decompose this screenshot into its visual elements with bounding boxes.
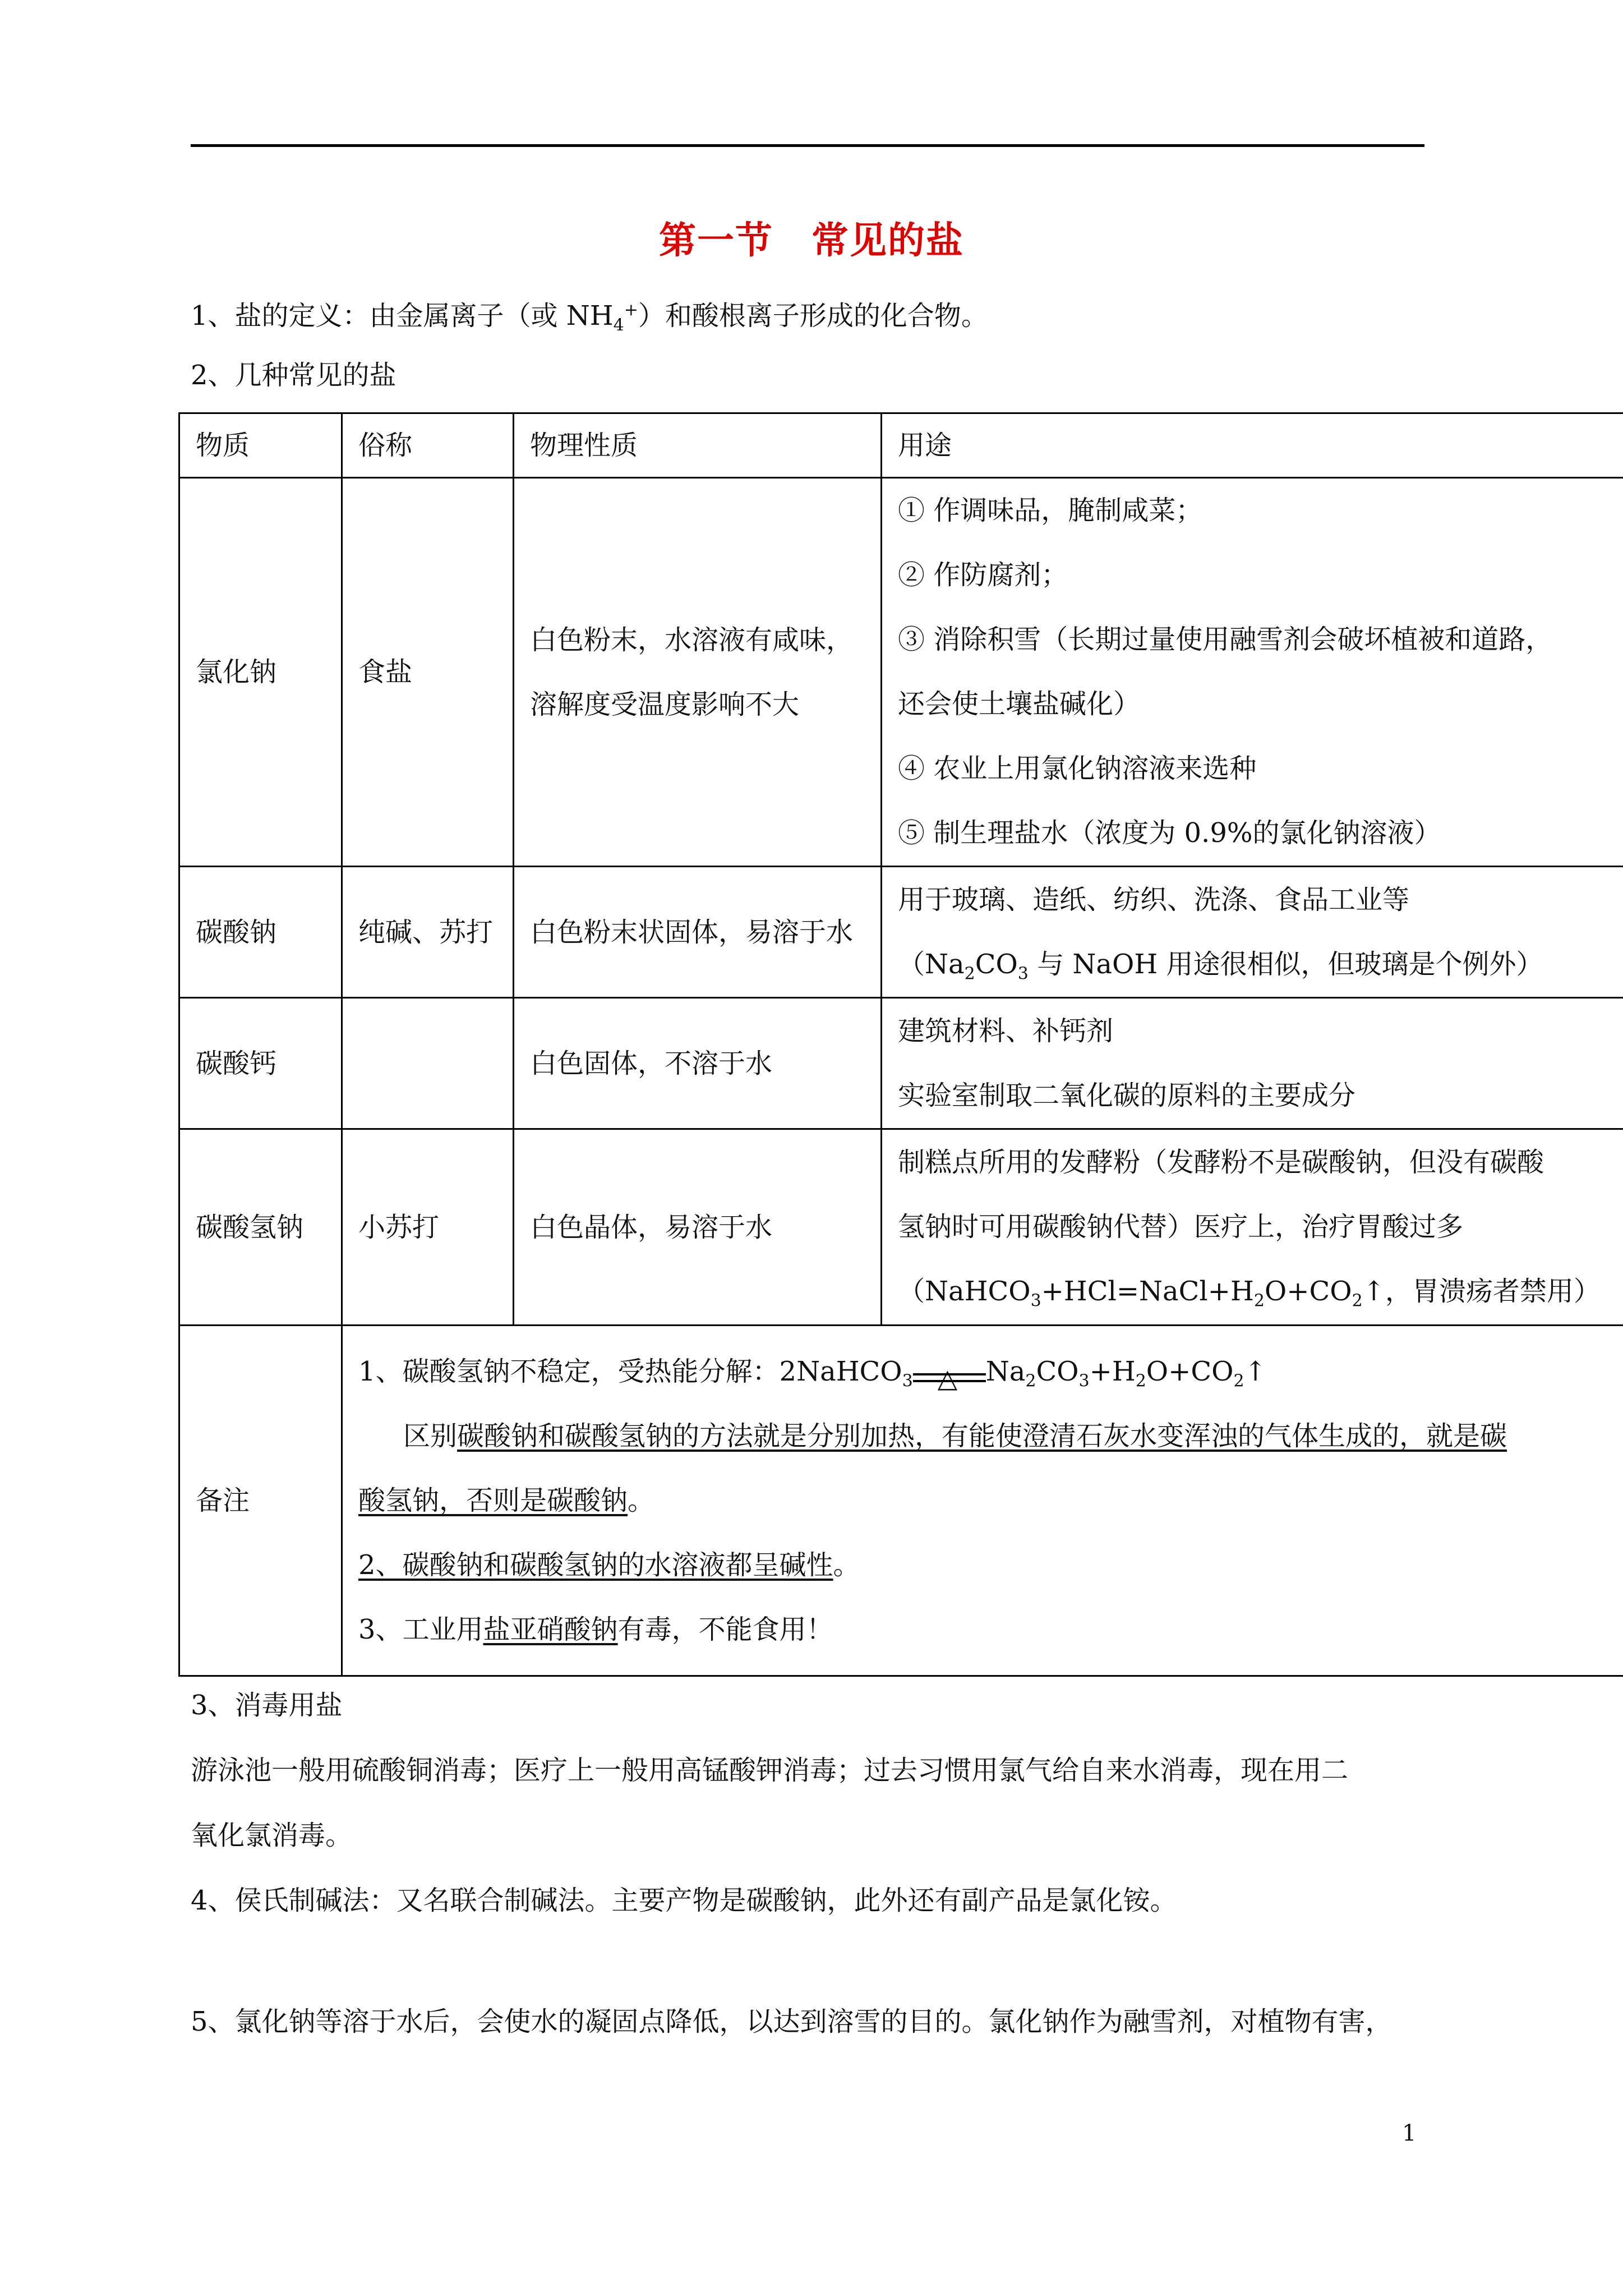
deicing-paragraph: 5、氯化钠等溶于水后，会使水的凝固点降低，以达到溶雪的目的。氯化钠作为融雪剂，对植物有害，: [191, 2006, 1393, 2037]
uses-cell: 制糕点所用的发酵粉（发酵粉不是碳酸钠，但没有碳酸 氢钠时可用碳酸钠代替）医疗上，治疗胃酸过多 （$NaHCO_3+HCl=NaCl+H_2O+CO_2↑$，胃溃疡者禁用）: [882, 1129, 1623, 1326]
note-nitrite: 3、工业用盐亚硝酸钠有毒，不能食用！: [358, 1613, 833, 1645]
uses-cell: 用于玻璃、造纸、纺织、洗涤、食品工业等 （$Na_2CO_3$ 与 NaOH 用途很相似，但玻璃是个例外）: [882, 867, 1623, 998]
heating-arrow: △: [913, 1356, 986, 1390]
page-title: 第一节 常见的盐: [659, 218, 964, 262]
section-heading-common-salts: 2、几种常见的盐: [191, 360, 396, 391]
notes-cell: 1、碳酸氢钠不稳定，受热能分解：2NaHCO$_3$ △ $Na_2CO_3+H_2O+CO_2↑$ 区别碳酸钠和碳酸氢钠的方法就是分别加热，有能使澄清石灰水变浑浊的气体生成的，就是碳 酸氢钠，否则是碳酸钠。 2、碳酸钠和碳酸氢钠的水溶液都呈碱性。 3、工业用盐亚硝酸钠有毒，不能食用！: [342, 1326, 1623, 1676]
page-number: 1: [1402, 2120, 1417, 2146]
common-name-cell: 纯碱、苏打: [342, 867, 514, 998]
physical-property-cell: 白色晶体，易溶于水: [514, 1129, 882, 1326]
note-alkaline: 2、碳酸钠和碳酸氢钠的水溶液都呈碱性。: [358, 1549, 860, 1581]
disinfection-paragraph-line1: 游泳池一般用硫酸铜消毒；医疗上一般用高锰酸钾消毒；过去习惯用氯气给自来水消毒，现在用二: [191, 1755, 1349, 1786]
header-cell: 用途: [882, 413, 1623, 478]
substance-cell: 碳酸氢钠: [179, 1129, 342, 1326]
substance-cell: 碳酸钙: [179, 998, 342, 1129]
note-decomposition: 1、碳酸氢钠不稳定，受热能分解：2NaHCO$_3$ △ $Na_2CO_3+H_2O+CO_2↑$: [358, 1355, 1267, 1393]
substance-cell: 碳酸钠: [179, 867, 342, 998]
header-cell: 俗称: [342, 413, 514, 478]
header-rule: [191, 144, 1424, 147]
table-row: [179, 478, 1623, 867]
header-cell: 物质: [179, 413, 342, 478]
table-row: [179, 867, 1623, 998]
table-row: [179, 1129, 1623, 1326]
header-cell: 物理性质: [514, 413, 882, 478]
common-name-cell: 小苏打: [342, 1129, 514, 1326]
disinfection-paragraph-line2: 氧化氯消毒。: [191, 1820, 353, 1851]
section-heading-disinfection: 3、消毒用盐: [191, 1690, 343, 1721]
physical-property-cell: 白色粉末状固体，易溶于水: [514, 867, 882, 998]
table-row-notes: [179, 1326, 1623, 1676]
physical-property-cell: 白色粉末，水溶液有咸味， 溶解度受温度影响不大: [514, 478, 882, 867]
physical-property-cell: 白色固体，不溶于水: [514, 998, 882, 1129]
table-header-row: [179, 413, 1623, 478]
common-name-cell: 食盐: [342, 478, 514, 867]
substance-cell: 氯化钠: [179, 478, 342, 867]
common-name-cell: [342, 998, 514, 1129]
table-row: [179, 998, 1623, 1129]
notes-label-cell: 备注: [179, 1326, 342, 1676]
note-distinguish: 区别碳酸钠和碳酸氢钠的方法就是分别加热，有能使澄清石灰水变浑浊的气体生成的，就是碳: [403, 1420, 1507, 1452]
uses-cell: 建筑材料、补钙剂 实验室制取二氧化碳的原料的主要成分: [882, 998, 1623, 1129]
hou-process-paragraph: 4、侯氏制碱法：又名联合制碱法。主要产物是碳酸钠，此外还有副产品是氯化铵。: [191, 1885, 1177, 1916]
definition-paragraph: 1、盐的定义：由金属离子（或 $NH_4^+$）和酸根离子形成的化合物。: [191, 300, 988, 335]
uses-cell: ① 作调味品，腌制咸菜； ② 作防腐剂； ③ 消除积雪（长期过量使用融雪剂会破坏植被和道路， 还会使土壤盐碱化） ④ 农业上用氯化钠溶液来选种 ⑤ 制生理盐水（浓度为 0.9%的氯化钠溶液）: [882, 478, 1623, 867]
salts-table: [178, 412, 1623, 1677]
